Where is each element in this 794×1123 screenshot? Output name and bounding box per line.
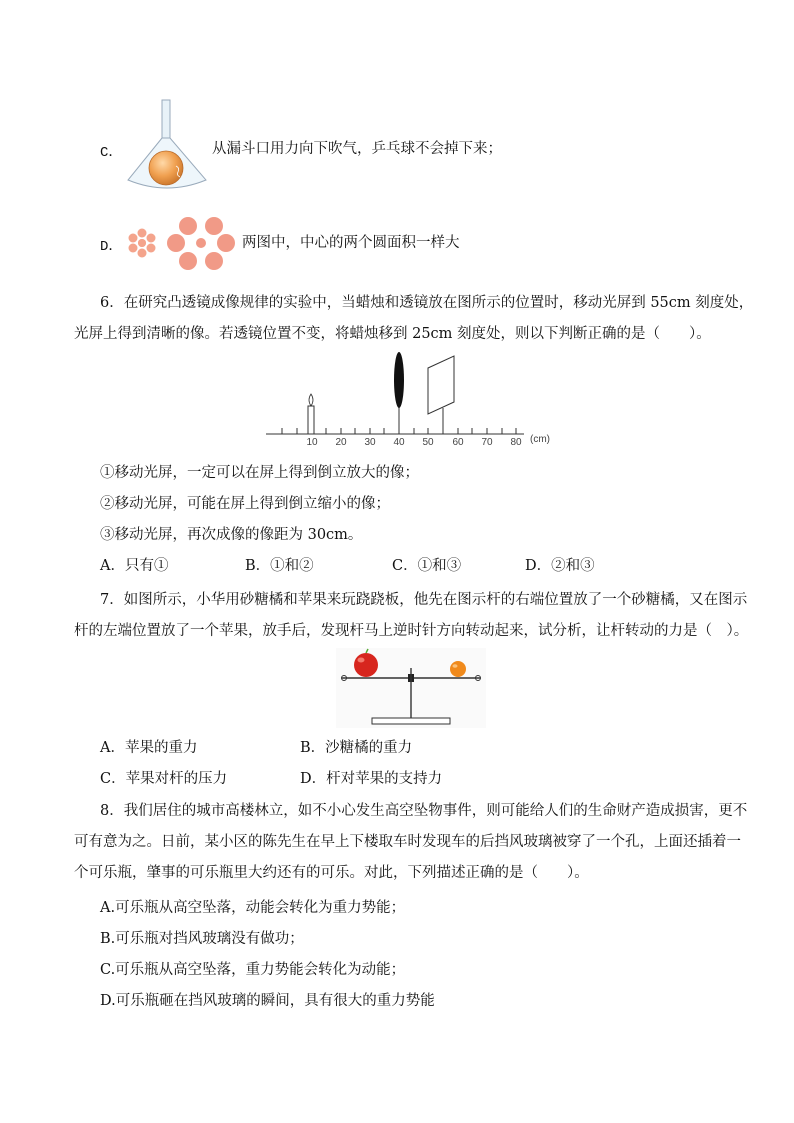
convex-lens (394, 352, 404, 408)
tick-label: 80 (510, 437, 522, 448)
q6-stem-line1: 6．在研究凸透镜成像规律的实验中，当蜡烛和透镜放在图所示的位置时，移动光屏到 55cm 刻度处， (100, 295, 754, 311)
apple (354, 653, 378, 677)
seesaw-figure (336, 648, 486, 728)
q7-choice-d: D．杆对苹果的支持力 (300, 771, 443, 787)
option-d-label: D． (100, 239, 123, 255)
stand-base (372, 718, 450, 724)
q6-statement-2: ②移动光屏，可能在屏上得到倒立缩小的像； (100, 496, 390, 512)
option-d-text: 两图中，中心的两个圆面积一样大 (242, 235, 460, 251)
tick-label: 50 (422, 437, 434, 448)
sugar-orange (450, 661, 466, 677)
circle-illusion-figure (124, 212, 240, 274)
q8-choice-d: D.可乐瓶砸在挡风玻璃的瞬间，具有很大的重力势能 (100, 993, 435, 1009)
q6-choice-a: A．只有① (100, 558, 169, 574)
q8-stem-line3: 个可乐瓶，肇事的可乐瓶里大约还有的可乐。对此，下列描述正确的是（ ）。 (74, 865, 589, 881)
option-c-label: C． (100, 145, 123, 161)
option-c-text: 从漏斗口用力向下吹气，乒乓球不会掉下来； (212, 141, 502, 157)
q6-choice-d: D．②和③ (525, 558, 595, 574)
q8-choice-a: A.可乐瓶从高空坠落，动能会转化为重力势能； (100, 900, 406, 916)
q6-statement-1: ①移动光屏，一定可以在屏上得到倒立放大的像； (100, 465, 419, 481)
tick-label: 40 (393, 437, 405, 448)
q6-choice-c: C．①和③ (392, 558, 462, 574)
q7-choice-c: C．苹果对杆的压力 (100, 771, 228, 787)
funnel-ball-figure (124, 100, 210, 194)
q6-stem-line2: 光屏上得到清晰的像。若透镜位置不变，将蜡烛移到 25cm 刻度处，则以下判断正确的是（ ）。 (74, 326, 711, 342)
tick-label: 10 (306, 437, 318, 448)
candle (308, 406, 314, 434)
tick-label: 20 (335, 437, 347, 448)
q8-choice-b: B.可乐瓶对挡风玻璃没有做功； (100, 931, 304, 947)
q7-choice-b: B．沙糖橘的重力 (300, 740, 413, 756)
q8-choice-c: C.可乐瓶从高空坠落，重力势能会转化为动能； (100, 962, 406, 978)
q8-stem-line1: 8．我们居住的城市高楼林立，如不小心发生高空坠物事件，则可能给人们的生命财产造成损害，更不 (100, 803, 748, 819)
q7-choice-a: A．苹果的重力 (100, 740, 198, 756)
q6-choice-b: B．①和② (245, 558, 314, 574)
lens-bench-figure (262, 350, 552, 446)
ruler-unit: (cm) (530, 434, 550, 445)
q6-statement-3: ③移动光屏，再次成像的像距为 30cm。 (100, 527, 363, 543)
funnel-stem (162, 100, 170, 138)
tick-label: 30 (364, 437, 376, 448)
candle-flame (309, 394, 313, 406)
q7-stem-line1: 7．如图所示，小华用砂糖橘和苹果来玩跷跷板，他先在图示杆的右端位置放了一个砂糖橘，又在图示 (100, 592, 748, 608)
q8-stem-line2: 可有意为之。日前，某小区的陈先生在早上下楼取车时发现车的后挡风玻璃被穿了一个孔，上面还插着一 (74, 834, 741, 850)
q7-stem-line2: 杆的左端位置放了一个苹果，放手后，发现杆马上逆时针方向转动起来，试分析，让杆转动的力是（ ）。 (74, 623, 749, 639)
light-screen (428, 356, 454, 414)
tick-label: 60 (452, 437, 464, 448)
tick-label: 70 (481, 437, 493, 448)
